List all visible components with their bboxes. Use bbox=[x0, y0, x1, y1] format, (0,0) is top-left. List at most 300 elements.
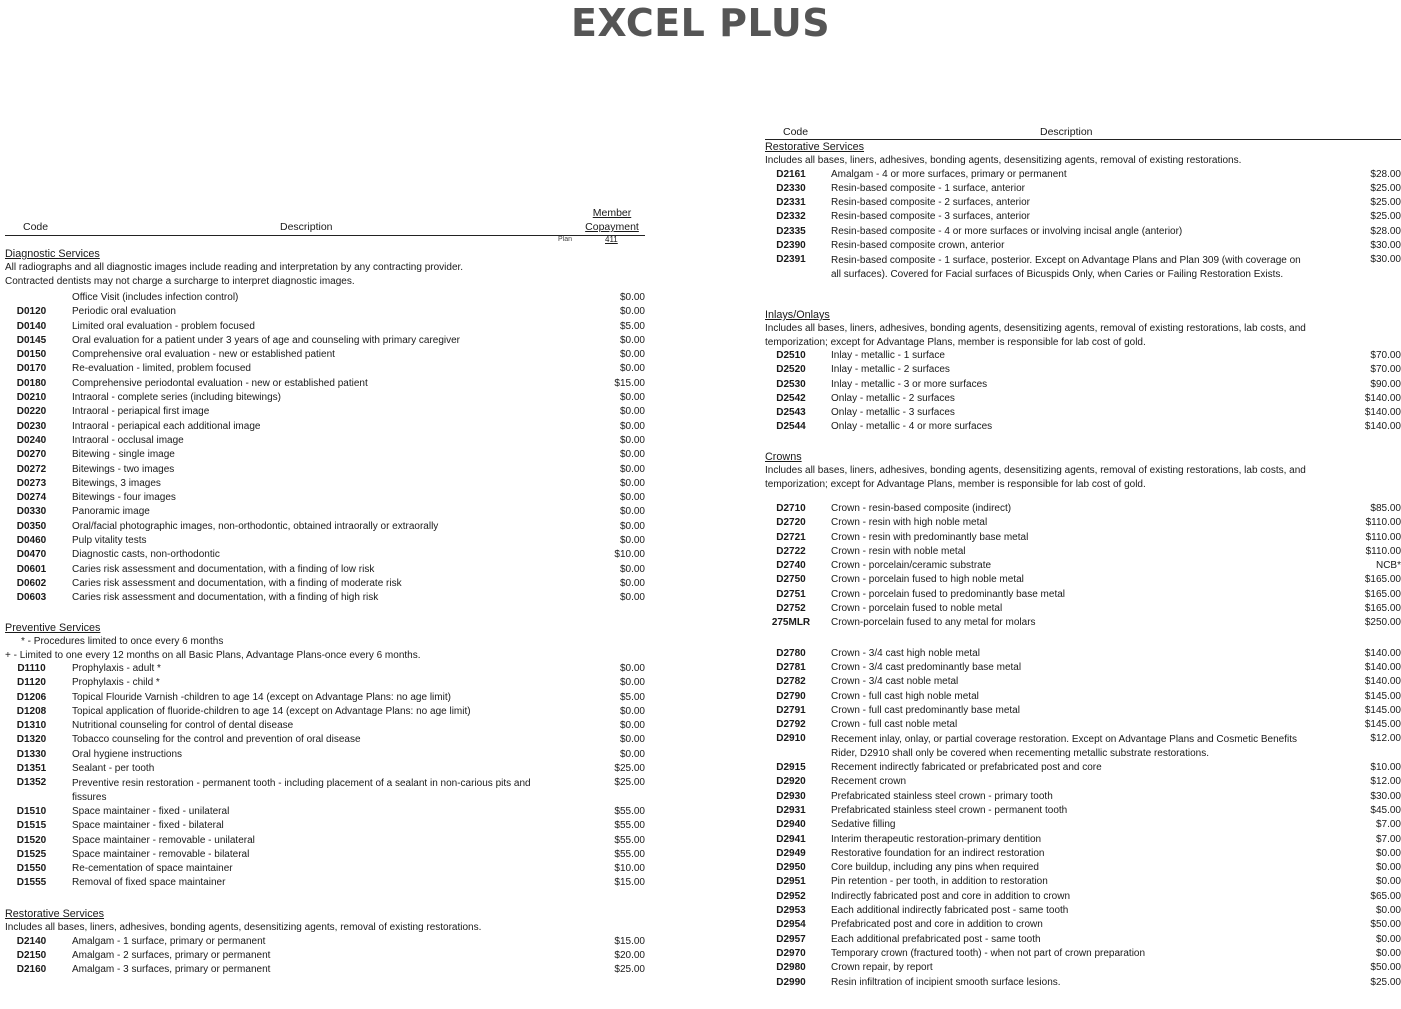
copayment-amount: $0.00 bbox=[619, 506, 645, 518]
section-note: Includes all bases, liners, adhesives, bonding agents, desensitizing agents, removal of existing restorations, lab costs, and temporization; except for Advantage Plans, member is responsible for lab cost of gold. bbox=[765, 465, 1306, 490]
code-list bbox=[765, 349, 1401, 435]
copayment-amount: $25.00 bbox=[1370, 976, 1401, 988]
procedure-code: D1555 bbox=[16, 877, 47, 889]
procedure-code: D2710 bbox=[776, 503, 806, 514]
procedure-description: Resin-based composite - 3 surfaces, anterior bbox=[831, 211, 1030, 223]
code-row bbox=[765, 718, 1401, 732]
procedure-description: Prefabricated stainless steel crown - primary tooth bbox=[831, 790, 1053, 802]
procedure-code: D0170 bbox=[16, 363, 47, 375]
copayment-amount: $55.00 bbox=[614, 805, 645, 817]
code-row bbox=[5, 334, 645, 348]
code-row bbox=[765, 818, 1401, 832]
procedure-description: Panoramic image bbox=[72, 506, 150, 518]
procedure-description: Office Visit (includes infection control) bbox=[72, 292, 239, 303]
code-row bbox=[5, 391, 645, 405]
member-copayment-header bbox=[579, 206, 645, 234]
procedure-description: Pin retention - per tooth, in addition to restoration bbox=[831, 876, 1048, 888]
procedure-description: Re-evaluation - limited, problem focused bbox=[72, 363, 251, 375]
copayment-amount: $165.00 bbox=[1364, 603, 1401, 615]
procedure-description: Caries risk assessment and documentation, with a finding of low risk bbox=[72, 563, 375, 575]
procedure-code: D2930 bbox=[776, 790, 806, 802]
copayment-amount: $0.00 bbox=[1375, 847, 1401, 859]
procedure-description: Resin infiltration of incipient smooth surface lesions. bbox=[831, 976, 1061, 988]
procedure-description: Crown - resin-based composite (indirect) bbox=[831, 503, 1012, 514]
copayment-amount: $0.00 bbox=[619, 463, 645, 475]
procedure-description: Caries risk assessment and documentation, with a finding of moderate risk bbox=[72, 577, 402, 589]
procedure-code: D2780 bbox=[776, 647, 806, 659]
code-row bbox=[5, 448, 645, 462]
copayment-amount: $30.00 bbox=[1370, 790, 1401, 802]
code-row bbox=[5, 762, 645, 776]
section-note: All radiographs and all diagnostic images include reading and interpretation by any contracting provider. bbox=[5, 262, 464, 273]
copayment-amount: $30.00 bbox=[1370, 239, 1401, 251]
code-row bbox=[5, 362, 645, 376]
spacer bbox=[765, 631, 1401, 647]
procedure-description: Topical Flouride Varnish -children to age 14 (except on Advantage Plans: no age limit) bbox=[72, 691, 451, 703]
procedure-description: Space maintainer - fixed - unilateral bbox=[72, 805, 230, 817]
procedure-description: Onlay - metallic - 3 surfaces bbox=[831, 407, 955, 419]
copayment-amount: $28.00 bbox=[1370, 225, 1401, 237]
copayment-amount: $28.00 bbox=[1370, 168, 1401, 180]
code-row bbox=[765, 602, 1401, 616]
copayment-amount: NCB* bbox=[1375, 560, 1401, 572]
copayment-amount: $0.00 bbox=[619, 392, 645, 404]
code-row bbox=[5, 348, 645, 362]
code-row bbox=[5, 748, 645, 762]
code-row bbox=[5, 434, 645, 448]
code-row bbox=[765, 947, 1401, 961]
procedure-description: Crown-porcelain fused to any metal for molars bbox=[831, 617, 1036, 629]
procedure-description: Crown - 3/4 cast predominantly base metal bbox=[831, 661, 1022, 673]
copayment-amount: $25.00 bbox=[1370, 182, 1401, 194]
code-row bbox=[5, 420, 645, 434]
copayment-amount: $0.00 bbox=[619, 677, 645, 689]
code-row bbox=[5, 520, 645, 534]
section-title: Crowns bbox=[765, 451, 802, 463]
procedure-code: D2920 bbox=[776, 776, 806, 788]
copayment-amount: $0.00 bbox=[619, 563, 645, 575]
code-row bbox=[765, 976, 1401, 990]
copayment-amount: $0.00 bbox=[619, 420, 645, 432]
section-title: Inlays/Onlays bbox=[765, 309, 830, 321]
code-row bbox=[5, 491, 645, 505]
procedure-description: Sealant - per tooth bbox=[72, 763, 155, 775]
copayment-amount: $0.00 bbox=[1375, 905, 1401, 917]
procedure-code: D2390 bbox=[776, 239, 806, 251]
copayment-amount: $10.00 bbox=[614, 863, 645, 875]
copayment-amount: $25.00 bbox=[1370, 197, 1401, 209]
copayment-amount: $85.00 bbox=[1370, 503, 1401, 514]
code-row bbox=[5, 876, 645, 890]
code-header: Code bbox=[783, 126, 809, 138]
procedure-code: D0120 bbox=[16, 306, 47, 318]
procedure-code: D0330 bbox=[16, 506, 47, 518]
copayment-amount: $0.00 bbox=[619, 720, 645, 732]
procedure-description: Resin-based composite - 1 surface, posterior. Except on Advantage Plans and Plan 309 (with coverage on all surfaces). Covered for Facial surfaces of Bicuspids Only, when Caries or Failing Restoration Exists. bbox=[831, 255, 1301, 280]
procedure-description: Prefabricated stainless steel crown - permanent tooth bbox=[831, 804, 1068, 816]
copayment-amount: $90.00 bbox=[1370, 378, 1401, 390]
copayment-amount: $0.00 bbox=[619, 406, 645, 418]
procedure-code: D1525 bbox=[16, 848, 47, 860]
procedure-description: Periodic oral evaluation bbox=[72, 306, 176, 318]
code-row bbox=[5, 377, 645, 391]
procedure-code: D1351 bbox=[16, 763, 47, 775]
section-title: Restorative Services bbox=[5, 908, 105, 920]
code-row bbox=[765, 961, 1401, 975]
plan-number: 411 bbox=[605, 235, 618, 244]
code-row bbox=[5, 935, 645, 949]
procedure-code: D2542 bbox=[776, 392, 806, 404]
procedure-code: D2751 bbox=[776, 588, 806, 600]
document-title: EXCEL PLUS bbox=[570, 1, 831, 45]
code-row bbox=[765, 516, 1401, 530]
procedure-code: D0140 bbox=[16, 320, 47, 332]
code-row bbox=[5, 534, 645, 548]
description-header: Description bbox=[1040, 126, 1093, 138]
copayment-amount: $25.00 bbox=[1370, 211, 1401, 223]
procedure-description: Resin-based composite - 1 surface, anterior bbox=[831, 182, 1025, 194]
copayment-amount: $0.00 bbox=[619, 492, 645, 504]
copayment-amount: $15.00 bbox=[614, 877, 645, 889]
copayment-label: Copayment bbox=[585, 221, 639, 233]
procedure-code: D2950 bbox=[776, 862, 806, 874]
procedure-description: Inlay - metallic - 1 surface bbox=[831, 350, 945, 361]
copayment-amount: $0.00 bbox=[619, 663, 645, 674]
section-note: Includes all bases, liners, adhesives, bonding agents, desensitizing agents, removal of existing restorations, lab costs, and temporization; except for Advantage Plans, member is responsible for lab cost of gold. bbox=[765, 323, 1306, 348]
copayment-amount: $50.00 bbox=[1370, 919, 1401, 931]
section-note: Contracted dentists may not charge a surcharge to interpret diagnostic images. bbox=[5, 275, 355, 287]
code-row bbox=[765, 675, 1401, 689]
procedure-description: Crown repair, by report bbox=[831, 962, 933, 974]
procedure-code: D2721 bbox=[776, 531, 806, 543]
restorative-section bbox=[5, 907, 645, 977]
procedure-code: D2952 bbox=[776, 890, 806, 902]
procedure-description: Intraoral - periapical each additional image bbox=[72, 420, 261, 432]
procedure-description: Intraoral - occlusal image bbox=[72, 434, 184, 446]
procedure-code: D2931 bbox=[776, 804, 806, 816]
code-row bbox=[5, 405, 645, 419]
procedure-description: Comprehensive periodontal evaluation - new or established patient bbox=[72, 377, 368, 389]
copayment-amount: $12.00 bbox=[1370, 776, 1401, 788]
code-row bbox=[5, 963, 645, 977]
code-list bbox=[5, 662, 645, 891]
procedure-description: Pulp vitality tests bbox=[72, 535, 147, 547]
procedure-code: D2781 bbox=[776, 661, 806, 673]
procedure-description: Amalgam - 4 or more surfaces, primary or permanent bbox=[831, 168, 1067, 180]
procedure-description: Crown - porcelain fused to predominantly base metal bbox=[831, 588, 1066, 600]
procedure-description: Amalgam - 3 surfaces, primary or permanent bbox=[72, 964, 271, 976]
section-note: * - Procedures limited to once every 6 months bbox=[21, 636, 224, 647]
copayment-amount: $0.00 bbox=[619, 363, 645, 375]
code-row bbox=[765, 761, 1401, 775]
copayment-amount: $70.00 bbox=[1370, 350, 1401, 361]
procedure-description: Crown - porcelain fused to noble metal bbox=[831, 603, 1003, 615]
procedure-description: Oral hygiene instructions bbox=[72, 748, 183, 760]
copayment-amount: $0.00 bbox=[619, 592, 645, 604]
procedure-description: Crown - full cast predominantly base metal bbox=[831, 704, 1020, 716]
code-row bbox=[5, 691, 645, 705]
code-row bbox=[5, 505, 645, 519]
procedure-description: Prophylaxis - adult * bbox=[72, 663, 161, 674]
copayment-amount: $0.00 bbox=[619, 577, 645, 589]
procedure-description: Each additional prefabricated post - same tooth bbox=[831, 933, 1041, 945]
procedure-code: D1208 bbox=[16, 705, 47, 717]
code-row bbox=[5, 949, 645, 963]
procedure-code: D2954 bbox=[776, 919, 806, 931]
procedure-description: Prophylaxis - child * bbox=[72, 677, 160, 689]
procedure-code: D2331 bbox=[776, 197, 806, 209]
procedure-description: Sedative filling bbox=[831, 819, 896, 831]
copayment-amount: $140.00 bbox=[1364, 647, 1401, 659]
copayment-amount: $15.00 bbox=[614, 377, 645, 389]
procedure-description: Crown - resin with noble metal bbox=[831, 545, 966, 557]
code-row bbox=[765, 573, 1401, 587]
procedure-code: D2980 bbox=[776, 962, 806, 974]
procedure-description: Diagnostic casts, non-orthodontic bbox=[72, 549, 220, 561]
procedure-description: Onlay - metallic - 4 or more surfaces bbox=[831, 421, 993, 433]
copayment-amount: $0.00 bbox=[1375, 862, 1401, 874]
code-row bbox=[5, 834, 645, 848]
copayment-amount: $0.00 bbox=[619, 292, 645, 303]
procedure-code: D0602 bbox=[16, 577, 47, 589]
procedure-code: D0272 bbox=[16, 463, 47, 475]
diagnostic-section bbox=[5, 247, 645, 606]
procedure-code: D0274 bbox=[16, 492, 47, 504]
copayment-amount: $25.00 bbox=[614, 763, 645, 775]
code-row bbox=[765, 253, 1401, 282]
procedure-description: Prefabricated post and core in addition to crown bbox=[831, 919, 1043, 931]
code-row bbox=[5, 662, 645, 676]
section-title: Restorative Services bbox=[765, 141, 865, 153]
procedure-description: Bitewing - single image bbox=[72, 449, 175, 461]
procedure-description: Space maintainer - removable - unilateral bbox=[72, 834, 255, 846]
code-row bbox=[765, 559, 1401, 573]
procedure-description: Amalgam - 2 surfaces, primary or permanent bbox=[72, 949, 271, 961]
copayment-amount: $110.00 bbox=[1365, 531, 1401, 543]
procedure-code: D2140 bbox=[16, 935, 47, 947]
copayment-amount: $250.00 bbox=[1364, 617, 1401, 629]
code-row bbox=[5, 463, 645, 477]
procedure-code: D2970 bbox=[776, 947, 806, 959]
code-row bbox=[5, 305, 645, 319]
procedure-code: D1550 bbox=[16, 863, 47, 875]
procedure-code: D2792 bbox=[776, 719, 806, 731]
code-row bbox=[765, 647, 1401, 661]
procedure-description: Nutritional counseling for control of dental disease bbox=[72, 720, 294, 732]
procedure-description: Intraoral - periapical first image bbox=[72, 406, 210, 418]
section-title: Diagnostic Services bbox=[5, 248, 100, 260]
procedure-code: D2391 bbox=[776, 254, 806, 266]
copayment-amount: $0.00 bbox=[619, 705, 645, 717]
code-row bbox=[765, 904, 1401, 918]
copayment-amount: $50.00 bbox=[1370, 962, 1401, 974]
code-row bbox=[765, 875, 1401, 889]
copayment-amount: $7.00 bbox=[1375, 833, 1401, 845]
procedure-code: D2722 bbox=[776, 545, 806, 557]
code-row bbox=[765, 690, 1401, 704]
procedure-code: D2543 bbox=[776, 407, 806, 419]
copayment-amount: $0.00 bbox=[619, 477, 645, 489]
procedure-code: D0220 bbox=[16, 406, 47, 418]
code-row bbox=[5, 819, 645, 833]
copayment-amount: $55.00 bbox=[614, 848, 645, 860]
code-row bbox=[765, 210, 1401, 224]
procedure-description: Intraoral - complete series (including bitewings) bbox=[72, 392, 281, 404]
procedure-code: D2335 bbox=[776, 225, 806, 237]
code-list bbox=[765, 168, 1401, 282]
procedure-code: 275MLR bbox=[771, 617, 811, 629]
copayment-amount: $25.00 bbox=[614, 777, 645, 789]
copayment-amount: $30.00 bbox=[1370, 254, 1401, 266]
copayment-amount: $65.00 bbox=[1370, 890, 1401, 902]
copayment-amount: $45.00 bbox=[1370, 804, 1401, 816]
procedure-code: D0210 bbox=[16, 392, 47, 404]
procedure-description: Recement inlay, onlay, or partial coverage restoration. Except on Advantage Plans and Cosmetic Benefits Rider, D2910 shall only be covered when recementing metallic substrate restorations. bbox=[831, 734, 1297, 759]
section-title: Preventive Services bbox=[5, 622, 101, 634]
procedure-code: D0350 bbox=[16, 520, 47, 532]
right-column-header bbox=[765, 122, 1401, 140]
copayment-amount: $0.00 bbox=[619, 535, 645, 547]
copayment-amount: $145.00 bbox=[1364, 704, 1401, 716]
copayment-amount: $12.00 bbox=[1370, 733, 1401, 745]
procedure-code: D2990 bbox=[776, 976, 806, 988]
copayment-amount: $0.00 bbox=[1375, 933, 1401, 945]
procedure-code: D2915 bbox=[776, 762, 806, 774]
code-row bbox=[765, 531, 1401, 545]
code-row bbox=[765, 861, 1401, 875]
copayment-amount: $0.00 bbox=[619, 306, 645, 318]
code-row bbox=[5, 733, 645, 747]
code-row bbox=[5, 591, 645, 605]
procedure-description: Onlay - metallic - 2 surfaces bbox=[831, 392, 955, 404]
procedure-description: Indirectly fabricated post and core in addition to crown bbox=[831, 890, 1071, 902]
code-row bbox=[765, 392, 1401, 406]
copayment-amount: $0.00 bbox=[619, 449, 645, 461]
description-header: Description bbox=[280, 221, 333, 233]
code-row bbox=[765, 502, 1401, 516]
copayment-amount: $5.00 bbox=[619, 691, 645, 703]
procedure-description: Removal of fixed space maintainer bbox=[72, 877, 226, 889]
copayment-amount: $7.00 bbox=[1375, 819, 1401, 831]
procedure-description: Preventive resin restoration - permanent tooth - including placement of a sealant in non-carious pits and fissures bbox=[72, 778, 531, 803]
procedure-description: Crown - full cast high noble metal bbox=[831, 690, 979, 702]
copayment-amount: $0.00 bbox=[619, 349, 645, 361]
code-row bbox=[765, 420, 1401, 434]
copayment-amount: $145.00 bbox=[1364, 719, 1401, 731]
code-row bbox=[765, 363, 1401, 377]
procedure-description: Bitewings - two images bbox=[72, 463, 175, 475]
code-row bbox=[5, 776, 645, 805]
procedure-code: D2953 bbox=[776, 905, 806, 917]
code-row bbox=[765, 616, 1401, 630]
copayment-amount: $140.00 bbox=[1364, 676, 1401, 688]
code-row bbox=[765, 661, 1401, 675]
copayment-amount: $145.00 bbox=[1364, 690, 1401, 702]
code-row bbox=[765, 933, 1401, 947]
code-row bbox=[5, 577, 645, 591]
code-row bbox=[765, 225, 1401, 239]
code-row bbox=[765, 732, 1401, 761]
code-list bbox=[5, 935, 645, 978]
copayment-amount: $165.00 bbox=[1364, 574, 1401, 586]
procedure-description: Resin-based composite - 4 or more surfaces or involving incisal angle (anterior) bbox=[831, 225, 1183, 237]
copayment-amount: $10.00 bbox=[1370, 762, 1401, 774]
procedure-code: D1120 bbox=[17, 677, 46, 689]
plan-row bbox=[5, 236, 645, 246]
procedure-description: Oral/facial photographic images, non-orthodontic, obtained intraorally or extraorally bbox=[72, 520, 439, 532]
copayment-amount: $0.00 bbox=[619, 334, 645, 346]
procedure-code: D2951 bbox=[776, 876, 806, 888]
procedure-description: Restorative foundation for an indirect restoration bbox=[831, 847, 1045, 859]
code-row bbox=[5, 848, 645, 862]
code-row bbox=[765, 804, 1401, 818]
code-row bbox=[765, 588, 1401, 602]
code-row bbox=[765, 918, 1401, 932]
procedure-code: D2332 bbox=[776, 211, 806, 223]
procedure-code: D0601 bbox=[16, 563, 47, 575]
copayment-amount: $10.00 bbox=[614, 549, 645, 561]
crowns-section bbox=[765, 450, 1401, 990]
procedure-description: Oral evaluation for a patient under 3 years of age and counseling with primary caregiver bbox=[72, 334, 460, 346]
code-row bbox=[765, 406, 1401, 420]
procedure-code: D2752 bbox=[776, 603, 806, 615]
preventive-section bbox=[5, 621, 645, 891]
procedure-description: Crown - resin with predominantly base metal bbox=[831, 531, 1029, 543]
procedure-code: D2949 bbox=[776, 847, 806, 859]
code-row bbox=[765, 378, 1401, 392]
procedure-code: D0270 bbox=[16, 449, 47, 461]
copayment-amount: $70.00 bbox=[1370, 364, 1401, 376]
code-row bbox=[5, 862, 645, 876]
copayment-amount: $0.00 bbox=[1375, 947, 1401, 959]
code-row bbox=[5, 548, 645, 562]
procedure-code: D2750 bbox=[776, 574, 806, 586]
procedure-description: Crown - 3/4 cast noble metal bbox=[831, 676, 959, 688]
procedure-code: D2530 bbox=[776, 378, 806, 390]
procedure-description: Space maintainer - fixed - bilateral bbox=[72, 820, 224, 832]
procedure-description: Limited oral evaluation - problem focused bbox=[72, 320, 255, 332]
procedure-description: Bitewings, 3 images bbox=[72, 477, 161, 489]
procedure-code: D1110 bbox=[17, 663, 46, 674]
code-row bbox=[5, 563, 645, 577]
code-row bbox=[765, 545, 1401, 559]
procedure-code: D2720 bbox=[776, 517, 806, 529]
plan-label: Plan bbox=[558, 236, 573, 243]
procedure-description: Comprehensive oral evaluation - new or established patient bbox=[72, 349, 335, 361]
procedure-description: Bitewings - four images bbox=[72, 492, 176, 504]
code-row bbox=[5, 676, 645, 690]
procedure-description: Crown - full cast noble metal bbox=[831, 719, 958, 731]
procedure-code: D2740 bbox=[776, 560, 806, 572]
procedure-code: D2510 bbox=[776, 350, 806, 361]
code-row bbox=[765, 704, 1401, 718]
procedure-description: Crown - porcelain fused to high noble metal bbox=[831, 574, 1024, 586]
procedure-code: D1330 bbox=[16, 748, 47, 760]
procedure-description: Caries risk assessment and documentation, with a finding of high risk bbox=[72, 592, 379, 604]
copayment-amount: $0.00 bbox=[619, 434, 645, 446]
inlays-onlays-section bbox=[765, 308, 1401, 435]
left-column bbox=[5, 205, 645, 976]
code-row bbox=[765, 182, 1401, 196]
copayment-amount: $165.00 bbox=[1364, 588, 1401, 600]
code-row bbox=[5, 719, 645, 733]
code-row bbox=[765, 890, 1401, 904]
procedure-code: D2160 bbox=[16, 964, 47, 976]
code-list bbox=[5, 291, 645, 606]
copayment-amount: $20.00 bbox=[614, 949, 645, 961]
procedure-code: D2957 bbox=[776, 933, 806, 945]
code-row bbox=[765, 349, 1401, 363]
